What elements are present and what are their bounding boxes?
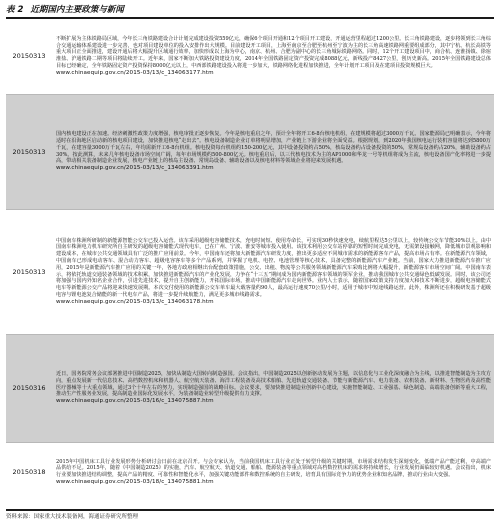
row-source: www.chinaequip.gov.cn/2015-03/13/c_134063391.htm [56,165,214,172]
row-content [52,334,494,442]
table-row [6,334,494,442]
row-source: www.chinaequip.gov.cn/2015-03/13/c_134063178.htm [56,298,214,305]
table-label: 表 2 [6,5,24,15]
row-source: www.chinaequip.gov.cn/2015-03/16/c_134075887.htm [56,398,214,405]
table-title-text: 近期国内主要政策与新闻 [30,5,124,15]
table-title [6,3,494,17]
row-text: 近日，国务院常务会议部署推进中国制造2025，加快从制造大国转向制造强国。会议指出，中国制造2025以创新驱动发展为主题，以信息化与工业化深度融合为主线，以推进智能制造为主攻方向，重点发展新一代信息技术、高档数控机床和机器人、航空航天装备、海洋工程装备及高技术船舶、先进轨道交通装备、节能与新能源汽车、电力装备、农机装备、新材料、生物医药及高性能医疗器械等十大重点领域，通过3个十年左右的努力，实现制造强国的战略目标。会议要求，要加快推进制造业创新中心建设，实施智能制造、工业强基、绿色制造、高端装备创新等重大工程，推动生产性服务业发展，提高制造业国际化发展水平，为装备制造业转型升级提供有力支撑。 [56,371,491,398]
table-row [6,209,494,334]
row-content [52,442,494,502]
table-row [6,94,494,209]
row-text: 国内核电建设正在加速。经济刺激性政策力度增强，核电审批正逐步恢复。今年是核电重启之年，预计全年将开工6-8台核电机组，在建规模将超过3000万千瓦。国家能源局已明确表示，今年将适时在沿海地区启动新的核电项目建设，加快推进核电“走出去”。核电设备制造企业订单将明显增加，产业链上下游企业将全面受益。根据规划，到2020年我国核电运行装机容量将达到5800万千瓦，在建容量3000万千瓦左右，年均需新开工6-8台机组。核电投资每台机组约150-200亿元，其中设备投资约占50%，核岛设备约占设备投资的50%，常规岛设备约占20%，辅助设备约占30%。按此测算，未来几年核电设备市场空间广阔，每年市场规模约500-800亿元。核电重启后，以三代核电技术为主的AP1000和华龙一号等机组将成为主流，核电设备国产化率将进一步提高，带动相关装备制造企业发展，核电产业链上的核岛主设备、常规岛设备、辅助设备以及核电材料等领域企业将迎来发展机遇。 [56,131,491,165]
row-content [52,19,494,94]
table-row [6,442,494,502]
source-footnote: 资料来源：国家重大技术装备网，海通证券研究所整理 [6,514,139,520]
row-source: www.chinaequip.gov.cn/2015-03/18/c_134075881.htm [56,479,214,486]
news-table [6,19,494,502]
row-date: 20150313 [6,209,52,334]
row-text: 2015年中国机床工具行业发展形势分析研讨会日前在北京召开。与会专家认为，当前我国机床工具行业正处于转型升级的关键时期，市场需求结构发生深刻变化，低端产品产能过剩，中高端产品供给不足。2015年，随着《中国制造2025》的实施，汽车、航空航天、轨道交通、船舶、能源装备等重点领域对高档数控机床的需求将持续增长，行业发展仍面临较好机遇。会议指出，机床行业要加快推进结构调整，提高产品的精度、可靠性和智能化水平，加强关键功能部件和数控系统的自主研发，培育具有国际竞争力的优势企业和知名品牌，推动行业由大变强。 [56,458,491,479]
row-date: 20150313 [6,19,52,94]
row-source: www.chinaequip.gov.cn/2015-03/13/c_134063177.htm [56,69,214,76]
row-text: 中国南车株洲所研制的新能源智能公交车已投入运营。该车采用超级电容储能技术，充电时间短、使用寿命长，可实现30秒快速充电，续航里程达5公里以上，较传统公交车节能30%以上。由中国南车株洲电力机车研究所自主研发的超级电容储能式现代电车，已在广州、宁波、淮安等城市投入使用。该技术利用公交车站停靠的短暂时间完成充电，无需架设接触网，降低城市景观影响和建设成本，在城市公共交通领域具有广泛的推广应用前景。今年，中国南车还将加大新能源汽车研发力度，推出更多适应不同城市需求的新能源客车产品，提高市场占有率。在新能源汽车领域，中国南车已形成电动客车、混合动力客车、超级电容客车等多个产品系列，并掌握了电机、电控、电池管理等核心技术，具备完整的新能源汽车产业链。当前，国家大力推进新能源汽车推广应用，2015年是新能源汽车推广应用的关键一年，各地方政府相继出台配套政策措施，公交、出租、物流等公共服务领域新能源汽车采购比例将大幅提升，新能源客车市场空间广阔。中国南车表示，将依托轨道交通装备领域的技术积累，加快推进新能源汽车的产业化发展，力争在“十三五”期间成为国内新能源客车领域的领军企业，推动我国城市公共交通绿色低碳发展。同时，该公司还将加强与国内外知名企业合作，引进先进技术，提升自主创新能力，开拓国际市场，推动中国新能源汽车走向世界。业内人士表示，随着国家政策支持力度加大和技术不断进步，超级电容储能式电车等新能源公交产品将迎来快速发展期。本次交付使用的新能源公交车单车最大载客量约90人，最高运行速度70公里/小时，适用于城市中短途线路运营。此外，株洲所还在积极研发基于超级电容与锂电池复合储能的新一代电车产品，将进一步提升续航能力，满足更多城市线路需求。 [56,237,491,298]
row-date: 20150313 [6,94,52,209]
bottom-rule [6,509,494,511]
row-date: 20150318 [12,468,46,477]
row-content [52,209,494,334]
row-text: 不断扩展为主体铁路局区域，今年长三角铁路建设合计计划完成建设投资559亿元，确保6个项目开通和12个项目开工建设，开通运营里程超过1200公里。长三角铁路建设，逐步将领到长三角综合交通运输体系建设进一步完善，也对项目建设单位的投入安排作出大规模。目前建设开工项目，上海至南京至合肥至杭州至宁波为主的长三角高速铁路网重要组成部分，其中宁杭、杭长高铁等重大项目正全面推进，建设开通后将大幅提升区域通行效率，加快形成以上海为中心，南京、杭州、合肥为副中心的长三角城际铁路网络。同时，12个开工建设项目中，商合杭、连淮扬镇、徐宿淮盐、沪通铁路二期等项目将陆续开工。近年来，国家不断加大铁路投资建设力度，2014年全国铁路固定资产投资完成8088亿元，新线投产8427公里，创历史新高。2015年全国铁路建设总体目标已经确定，全年铁路固定资产投资保持8000亿元以上，中西部铁路建设投入将进一步加大，铁路网络化进程加快推进，全年计划开工项目及在建项目投资规模巨大。 [56,35,491,70]
row-content [52,94,494,209]
row-date: 20150316 [6,334,52,442]
table-row [6,19,494,94]
